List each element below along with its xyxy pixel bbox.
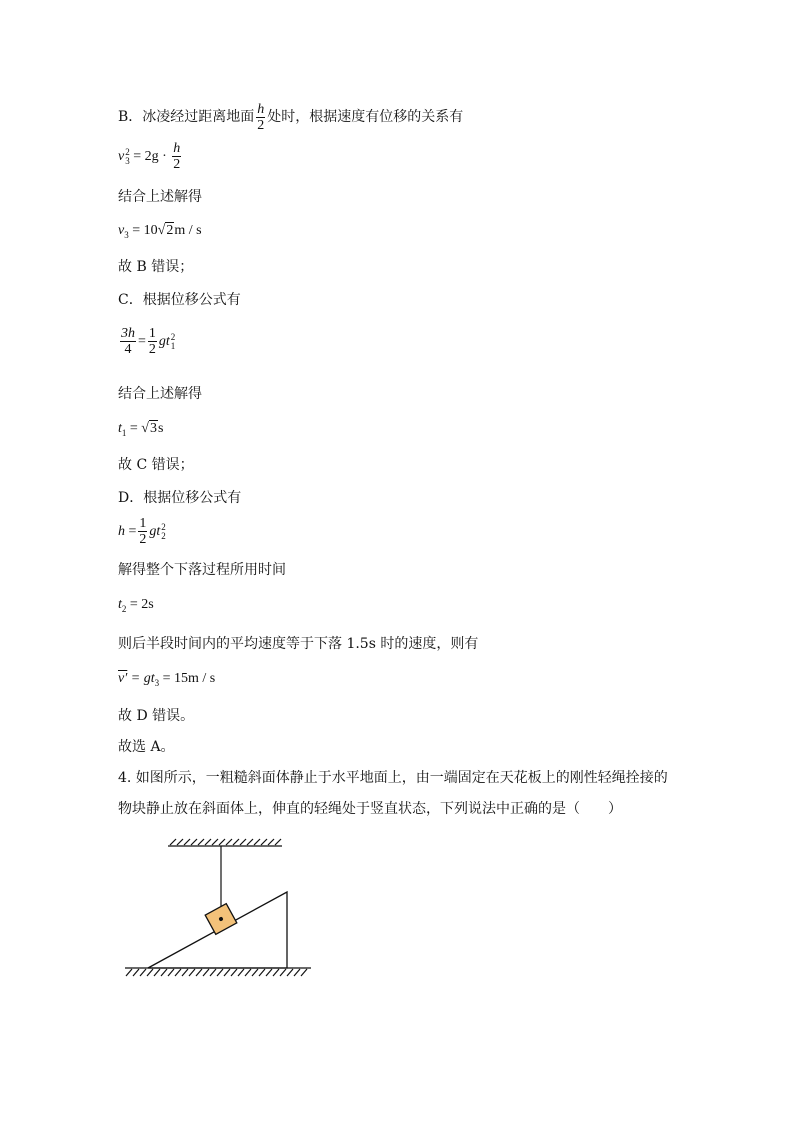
eq-result: = 15m / s [162, 671, 216, 686]
eq-subscript: 2 [161, 530, 166, 541]
eq-subscript: 3 [125, 155, 130, 166]
equation-t1-result [118, 420, 163, 442]
fraction-one-half [148, 326, 157, 357]
equation-h-total [118, 513, 166, 551]
fraction-numerator: h [257, 101, 265, 117]
ceiling [168, 839, 282, 846]
eq-variable: t [118, 597, 122, 612]
fraction-numerator: 1 [148, 326, 156, 342]
sqrt-symbol: √ [141, 421, 149, 436]
fraction-denominator: 4 [124, 342, 132, 358]
option-c-heading: C．根据位移公式有 [118, 292, 241, 308]
eq-superscript: 2 [170, 331, 176, 342]
fraction-h-over-2 [256, 102, 265, 133]
incline-figure [120, 835, 320, 985]
fraction-one-half [138, 516, 147, 547]
eq-gt: gt [158, 334, 170, 349]
eq-variable: h [118, 524, 125, 539]
eq-subscript: 3 [154, 677, 160, 688]
eq-variable: t [118, 421, 122, 436]
eq-equals: = [129, 421, 138, 436]
eq-gt: gt [149, 524, 161, 539]
equation-3h-over-4 [118, 323, 175, 361]
equation-average-velocity [118, 670, 215, 692]
fraction-denominator: 2 [139, 532, 147, 548]
final-answer: 故选 A。 [118, 739, 175, 755]
eq-subscript: 2 [121, 603, 127, 614]
eq-superscript-subscript [171, 333, 176, 351]
text-average-speed: 则后半段时间内的平均速度等于下落 1.5s 时的速度，则有 [118, 636, 479, 652]
block [205, 904, 237, 935]
eq-subscript: 1 [170, 340, 176, 351]
ground [125, 968, 311, 976]
eq-unit: m / s [174, 223, 202, 238]
text-solve-total-time: 解得整个下落过程所用时间 [118, 562, 286, 578]
eq-superscript-subscript [125, 148, 130, 166]
eq-rhs: = 2g · [133, 149, 167, 164]
option-b-conclusion: 故 B 错误； [118, 259, 194, 275]
equation-v3-squared [118, 140, 183, 174]
fraction-h-over-2 [172, 141, 181, 172]
eq-unit: s [157, 421, 164, 436]
eq-variable: v [118, 149, 125, 164]
option-c-conclusion: 故 C 错误； [118, 457, 194, 473]
eq-superscript: 2 [161, 521, 166, 532]
sqrt-radicand: 3 [149, 421, 157, 436]
text-combine-2: 结合上述解得 [118, 386, 202, 402]
ground-hatch [126, 969, 307, 976]
eq-velocity-bar: v′ [118, 671, 128, 686]
fraction-numerator: h [173, 141, 181, 157]
equation-v3-result [118, 222, 202, 244]
ceiling-hatch [170, 839, 281, 845]
question-4-line-2: 物块静止放在斜面体上，伸直的轻绳处于竖直状态，下列说法中正确的是（ ） [118, 801, 622, 817]
text-combine-1: 结合上述解得 [118, 189, 202, 205]
option-b-text-post: 处时，根据速度有位移的关系有 [267, 109, 464, 125]
eq-superscript: 2 [125, 146, 130, 157]
sqrt-symbol: √ [157, 223, 166, 238]
equation-t2-result [118, 596, 154, 618]
eq-superscript-subscript [161, 523, 166, 541]
fraction-3h-over-4 [120, 326, 136, 357]
eq-subscript: 3 [124, 229, 129, 240]
eq-rhs: = 2s [129, 597, 154, 612]
option-d-heading: D．根据位移公式有 [118, 490, 242, 506]
option-b-heading [118, 100, 463, 134]
sqrt-radicand: 2 [166, 223, 174, 238]
eq-variable: v [118, 223, 125, 238]
fraction-denominator: 2 [148, 342, 156, 358]
fraction-denominator: 2 [173, 157, 181, 173]
fraction-numerator: 3h [121, 326, 135, 342]
fraction-denominator: 2 [257, 117, 265, 133]
eq-subscript: 1 [121, 427, 127, 438]
eq-rhs: = 10 [132, 223, 158, 238]
option-d-conclusion: 故 D 错误。 [118, 708, 195, 724]
fraction-numerator: 1 [139, 516, 147, 532]
eq-equals: = [138, 334, 146, 349]
eq-equals: = [128, 524, 137, 539]
eq-rhs: = gt [130, 671, 155, 686]
question-4-line-1: 4. 如图所示，一粗糙斜面体静止于水平地面上，由一端固定在天花板上的刚性轻绳拴接的 [118, 770, 668, 786]
option-b-text-pre: B．冰凌经过距离地面 [118, 109, 255, 125]
